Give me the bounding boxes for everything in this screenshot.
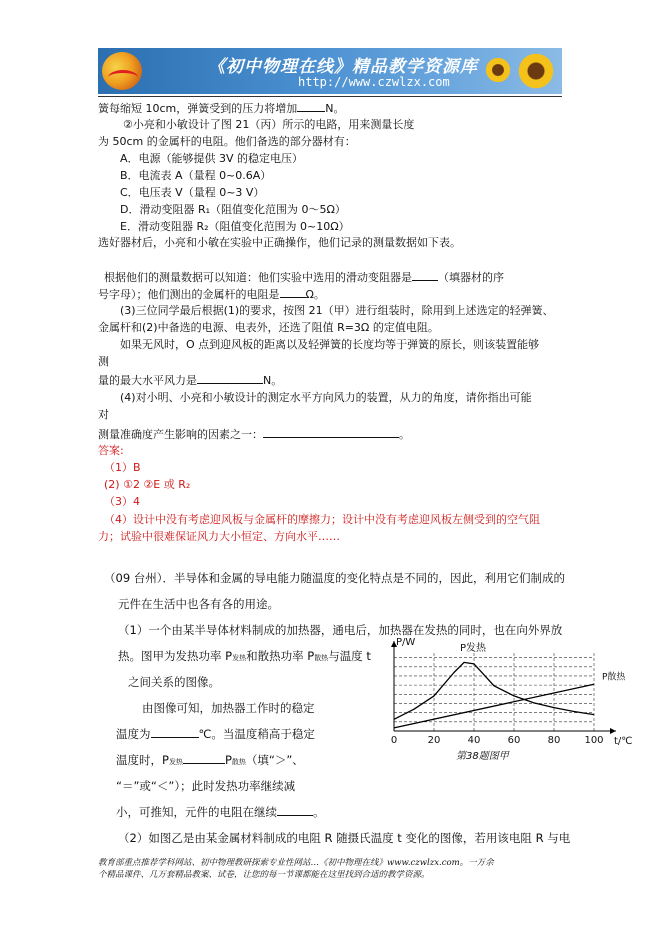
banner-url[interactable]: http://www.czwlzx.com xyxy=(298,75,450,89)
q38-part1-line2: 热。图甲为发热功率 P发热和散热功率 P散热与温度 t xyxy=(118,649,371,663)
answer-4-line2: 力；试验中很难保证风力大小恒定、方向水平…… xyxy=(98,530,340,543)
option-c: C．电压表 V（量程 0~3 V） xyxy=(120,186,265,199)
q-prev-line5: 根据他们的测量数据可以知道：他们实验中选用的滑动变阻器是 （填器材的序 xyxy=(104,271,504,284)
series-label-p-san-re: P散热 xyxy=(602,672,626,683)
x-axis-arrow xyxy=(610,728,616,734)
q38-part1-line8: 小，可推知，元件的电阻在继续 。 xyxy=(116,805,325,819)
x-tick-label: 100 xyxy=(584,735,604,746)
q-prev-line1: 簧每缩短 10cm，弹簧受到的压力将增加 N。 xyxy=(98,102,345,115)
sunflower-icon xyxy=(484,56,512,84)
q38-part1-line1: （1）一个由某半导体材料制成的加热器，通电后，加热器在发热的同时，也在向外界放 xyxy=(118,623,563,637)
series-line-p-san-re xyxy=(394,684,594,728)
q38-intro2: 元件在生活中也各有各的用途。 xyxy=(118,597,279,611)
q38-part1-line6: 温度时，P发热 P散热（填“＞”、 xyxy=(116,753,304,767)
x-tick-label: 60 xyxy=(507,735,521,746)
x-tick-label: 20 xyxy=(427,735,441,746)
y-axis-label: P/W xyxy=(396,637,416,648)
q-prev-line10: 测 xyxy=(98,355,109,368)
series-label-p-fa-re: P发热 xyxy=(460,643,487,654)
banner-title: 《初中物理在线》精品教学资源库 xyxy=(208,57,478,77)
option-e: E．滑动变阻器 R₂（阻值变化范围为 0~10Ω） xyxy=(120,220,350,233)
answer-2: (2) ①2 ②E 或 R₂ xyxy=(104,478,191,491)
q-prev-line3: 为 50cm 的金属杆的电阻。他们备选的部分器材有： xyxy=(98,135,356,148)
sunflower-icon xyxy=(516,51,556,91)
chart-caption: 第38题图甲 xyxy=(456,751,509,762)
x-tick-label: 0 xyxy=(390,735,398,746)
q-prev-line13: 对 xyxy=(98,408,109,421)
footer-line1: 教育部重点推荐学科网站、初中物理教研探索专业性网站…《初中物理在线》www.czwlzx.com。一万余 xyxy=(98,858,494,868)
q-prev-line8: 金属杆和(2)中备选的电源、电表外，还选了阻值 R=3Ω 的定值电阻。 xyxy=(98,321,439,334)
q38-part1-line3: 之间关系的图像。 xyxy=(128,675,220,689)
q38-part1-line7: “＝”或“＜”）；此时发热功率继续减 xyxy=(116,779,296,793)
q-prev-line6: 号字母）；他们测出的金属杆的电阻是 Ω。 xyxy=(98,288,325,301)
q-prev-line9: 如果无风时，O 点到迎风板的距离以及轻弹簧的长度均等于弹簧的原长，则该装置能够 xyxy=(120,338,540,351)
site-banner xyxy=(98,48,562,94)
option-a: A．电源（能够提供 3V 的稳定电压） xyxy=(120,152,304,165)
q38-part2-line1: （2）如图乙是由某金属材料制成的电阻 R 随摄氏温度 t 变化的图像，若用该电阻 R 与电 xyxy=(118,831,571,845)
q38-intro1: （09 台州）．半导体和金属的导电能力随温度的变化特点是不同的，因此，利用它们制成的 xyxy=(104,571,566,585)
q-prev-line12: (4)对小明、小亮和小敏设计的测定水平方向风力的装置，从力的角度，请你指出可能 xyxy=(120,391,532,404)
answer-1: （1）B xyxy=(104,461,141,474)
x-tick-label: 80 xyxy=(547,735,561,746)
q-prev-line11: 量的最大水平风力是 N。 xyxy=(98,374,283,387)
option-d: D．滑动变阻器 R₁（阻值变化范围为 0～5Ω） xyxy=(120,203,346,216)
q38-part1-line4: 由图像可知，加热器工作时的稳定 xyxy=(142,701,315,715)
footer-line2: 个精品课件、几万套精品教案、试卷，让您的每一节课都能在这里找到合适的教学资源。 xyxy=(98,870,430,880)
q38-part1-line5: 温度为 ℃。当温度稍高于稳定 xyxy=(116,727,315,741)
q-prev-line2: ②小亮和小敏设计了图 21（丙）所示的电路，用来测量长度 xyxy=(123,118,415,131)
option-b: B．电流表 A（量程 0~0.6A） xyxy=(120,169,272,182)
x-tick-label: 40 xyxy=(467,735,481,746)
x-axis-label: t/℃ xyxy=(614,736,633,747)
site-logo-icon xyxy=(102,52,142,90)
q-prev-line7: (3)三位同学最后根据(1)的要求，按图 21（甲）进行组装时，除用到上述选定的轻弹簧、 xyxy=(120,304,554,317)
answer-3: （3）4 xyxy=(104,495,140,508)
answer-4-line1: （4）设计中没有考虑迎风板与金属杆的摩擦力；设计中没有考虑迎风板左侧受到的空气阻 xyxy=(104,513,540,526)
q-prev-line14: 测量准确度产生影响的因素之一： 。 xyxy=(98,428,410,441)
header-divider xyxy=(98,96,562,97)
answer-label: 答案: xyxy=(98,444,124,457)
q-prev-line4: 选好器材后，小亮和小敏在实验中正确操作，他们记录的测量数据如下表。 xyxy=(98,236,461,249)
power-temperature-chart xyxy=(370,637,640,765)
